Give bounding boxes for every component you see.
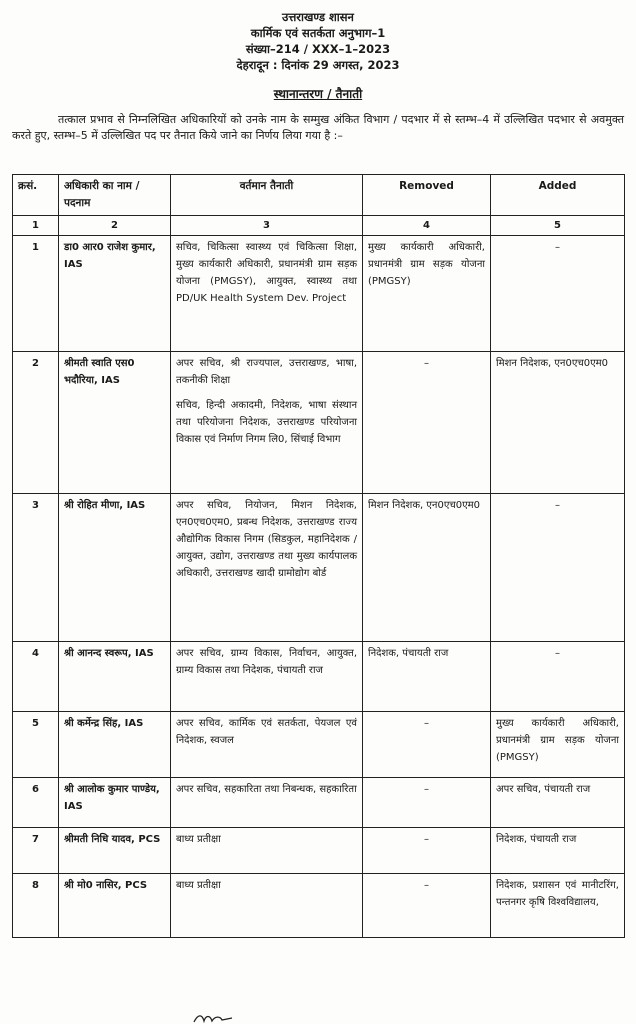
header-sn: क्रसं. [13, 175, 59, 216]
row-officer-name: श्री आनन्द स्वरूप, IAS [59, 642, 171, 712]
row-serial-number: 6 [13, 778, 59, 828]
intro-paragraph: तत्काल प्रभाव से निम्नलिखित अधिकारियों को उनके नाम के सम्मुख अंकित विभाग / पदभार में से स्तम्भ–4 में उल्लिखित पदभार से अवमुक्त करते हुए, स्तम्भ–5 में उल्लिखित पद पर तैनात किये जाने का निर्णय लिया गया है :– [12, 113, 624, 142]
current-posting-text: बाध्य प्रतीक्षा [176, 880, 221, 891]
signature-mark [192, 1012, 262, 1024]
column-number: 1 [13, 216, 59, 236]
table-row [13, 236, 625, 352]
table-row [13, 828, 625, 874]
row-current-posting [171, 642, 363, 712]
header-name: अधिकारी का नाम / पदनाम [59, 175, 171, 216]
date-line: देहरादून : दिनांक 29 अगस्त, 2023 [236, 58, 400, 72]
row-officer-name: श्री मो0 नासिर, PCS [59, 874, 171, 938]
table-header-row [13, 175, 625, 216]
header-added: Added [491, 175, 625, 216]
row-added: निदेशक, पंचायती राज [491, 828, 625, 874]
column-number: 4 [363, 216, 491, 236]
current-posting-text: अपर सचिव, सहकारिता तथा निबन्धक, सहकारिता [176, 784, 357, 795]
row-serial-number: 2 [13, 352, 59, 494]
row-serial-number: 4 [13, 642, 59, 712]
row-removed: – [363, 778, 491, 828]
header-current-posting: वर्तमान तैनाती [171, 175, 363, 216]
row-removed: – [363, 712, 491, 778]
row-current-posting [171, 494, 363, 642]
transfer-table [12, 174, 625, 938]
current-posting-text: अपर सचिव, श्री राज्यपाल, उत्तराखण्ड, भाषा, तकनीकी शिक्षा [176, 358, 357, 386]
current-posting-text: अपर सचिव, नियोजन, मिशन निदेशक, एन0एच0एम0, प्रबन्ध निदेशक, उत्तराखण्ड राज्य औद्योगिक विकास निगम (सिडकुल, महानिदेशक / आयुक्त, उद्योग, उत्तराखण्ड तथा मुख्य कार्यपालक अधिकारी, उत्तराखण्ड खादी ग्रामोद्योग बोर्ड [176, 500, 357, 579]
row-current-posting [171, 236, 363, 352]
column-number: 5 [491, 216, 625, 236]
row-current-posting [171, 874, 363, 938]
paragraph-gap [176, 389, 357, 397]
column-number: 2 [59, 216, 171, 236]
current-posting-text: बाध्य प्रतीक्षा [176, 834, 221, 845]
row-removed: – [363, 352, 491, 494]
subject-title: स्थानान्तरण / तैनाती [273, 87, 363, 101]
row-removed: मिशन निदेशक, एन0एच0एम0 [363, 494, 491, 642]
row-officer-name: श्रीमती निधि यादव, PCS [59, 828, 171, 874]
current-posting-text: अपर सचिव, ग्राम्य विकास, निर्वाचन, आयुक्त, ग्राम्य विकास तथा निदेशक, पंचायती राज [176, 648, 357, 676]
current-posting-text: अपर सचिव, कार्मिक एवं सतर्कता, पेयजल एवं निदेशक, स्वजल [176, 718, 357, 746]
row-added: मिशन निदेशक, एन0एच0एम0 [491, 352, 625, 494]
row-serial-number: 3 [13, 494, 59, 642]
row-serial-number: 5 [13, 712, 59, 778]
table-row [13, 778, 625, 828]
row-added: – [491, 236, 625, 352]
row-officer-name: श्रीमती स्वाति एस0 भदौरिया, IAS [59, 352, 171, 494]
row-current-posting [171, 828, 363, 874]
row-serial-number: 8 [13, 874, 59, 938]
row-added: अपर सचिव, पंचायती राज [491, 778, 625, 828]
column-number-row [13, 216, 625, 236]
row-serial-number: 1 [13, 236, 59, 352]
row-removed: – [363, 828, 491, 874]
row-serial-number: 7 [13, 828, 59, 874]
row-officer-name: डा0 आर0 राजेश कुमार, IAS [59, 236, 171, 352]
table-row [13, 642, 625, 712]
current-posting-text: सचिव, चिकित्सा स्वास्थ्य एवं चिकित्सा शिक्षा, मुख्य कार्यकारी अधिकारी, प्रधानमंत्री ग्राम सड़क योजना (PMGSY), आयुक्त, स्वास्थ्य तथा PD/UK Health System Dev. Project [176, 242, 357, 304]
government-name: उत्तराखण्ड शासन [282, 10, 354, 24]
row-current-posting [171, 778, 363, 828]
row-removed: निदेशक, पंचायती राज [363, 642, 491, 712]
row-officer-name: श्री रोहित मीणा, IAS [59, 494, 171, 642]
row-added: मुख्य कार्यकारी अधिकारी, प्रधानमंत्री ग्राम सड़क योजना (PMGSY) [491, 712, 625, 778]
reference-number: संख्या–214 / XXX–1–2023 [245, 42, 391, 56]
table-row [13, 494, 625, 642]
row-added: निदेशक, प्रशासन एवं मानीटरिंग, पन्तनगर कृषि विश्वविद्यालय, [491, 874, 625, 938]
row-current-posting [171, 352, 363, 494]
department-name: कार्मिक एवं सतर्कता अनुभाग–1 [250, 26, 386, 40]
row-removed: मुख्य कार्यकारी अधिकारी, प्रधानमंत्री ग्राम सड़क योजना (PMGSY) [363, 236, 491, 352]
header-removed: Removed [363, 175, 491, 216]
letter-header [0, 9, 636, 73]
row-removed: – [363, 874, 491, 938]
table-row [13, 712, 625, 778]
row-current-posting [171, 712, 363, 778]
table-row [13, 874, 625, 938]
row-officer-name: श्री कर्मेन्द्र सिंह, IAS [59, 712, 171, 778]
row-officer-name: श्री आलोक कुमार पाण्डेय, IAS [59, 778, 171, 828]
column-number: 3 [171, 216, 363, 236]
table-row [13, 352, 625, 494]
row-added: – [491, 642, 625, 712]
current-posting-additional-text: सचिव, हिन्दी अकादमी, निदेशक, भाषा संस्थान तथा परियोजना निदेशक, उत्तराखण्ड परियोजना विकास एवं निर्माण निगम लि0, सिंचाई विभाग [176, 400, 357, 445]
row-added: – [491, 494, 625, 642]
